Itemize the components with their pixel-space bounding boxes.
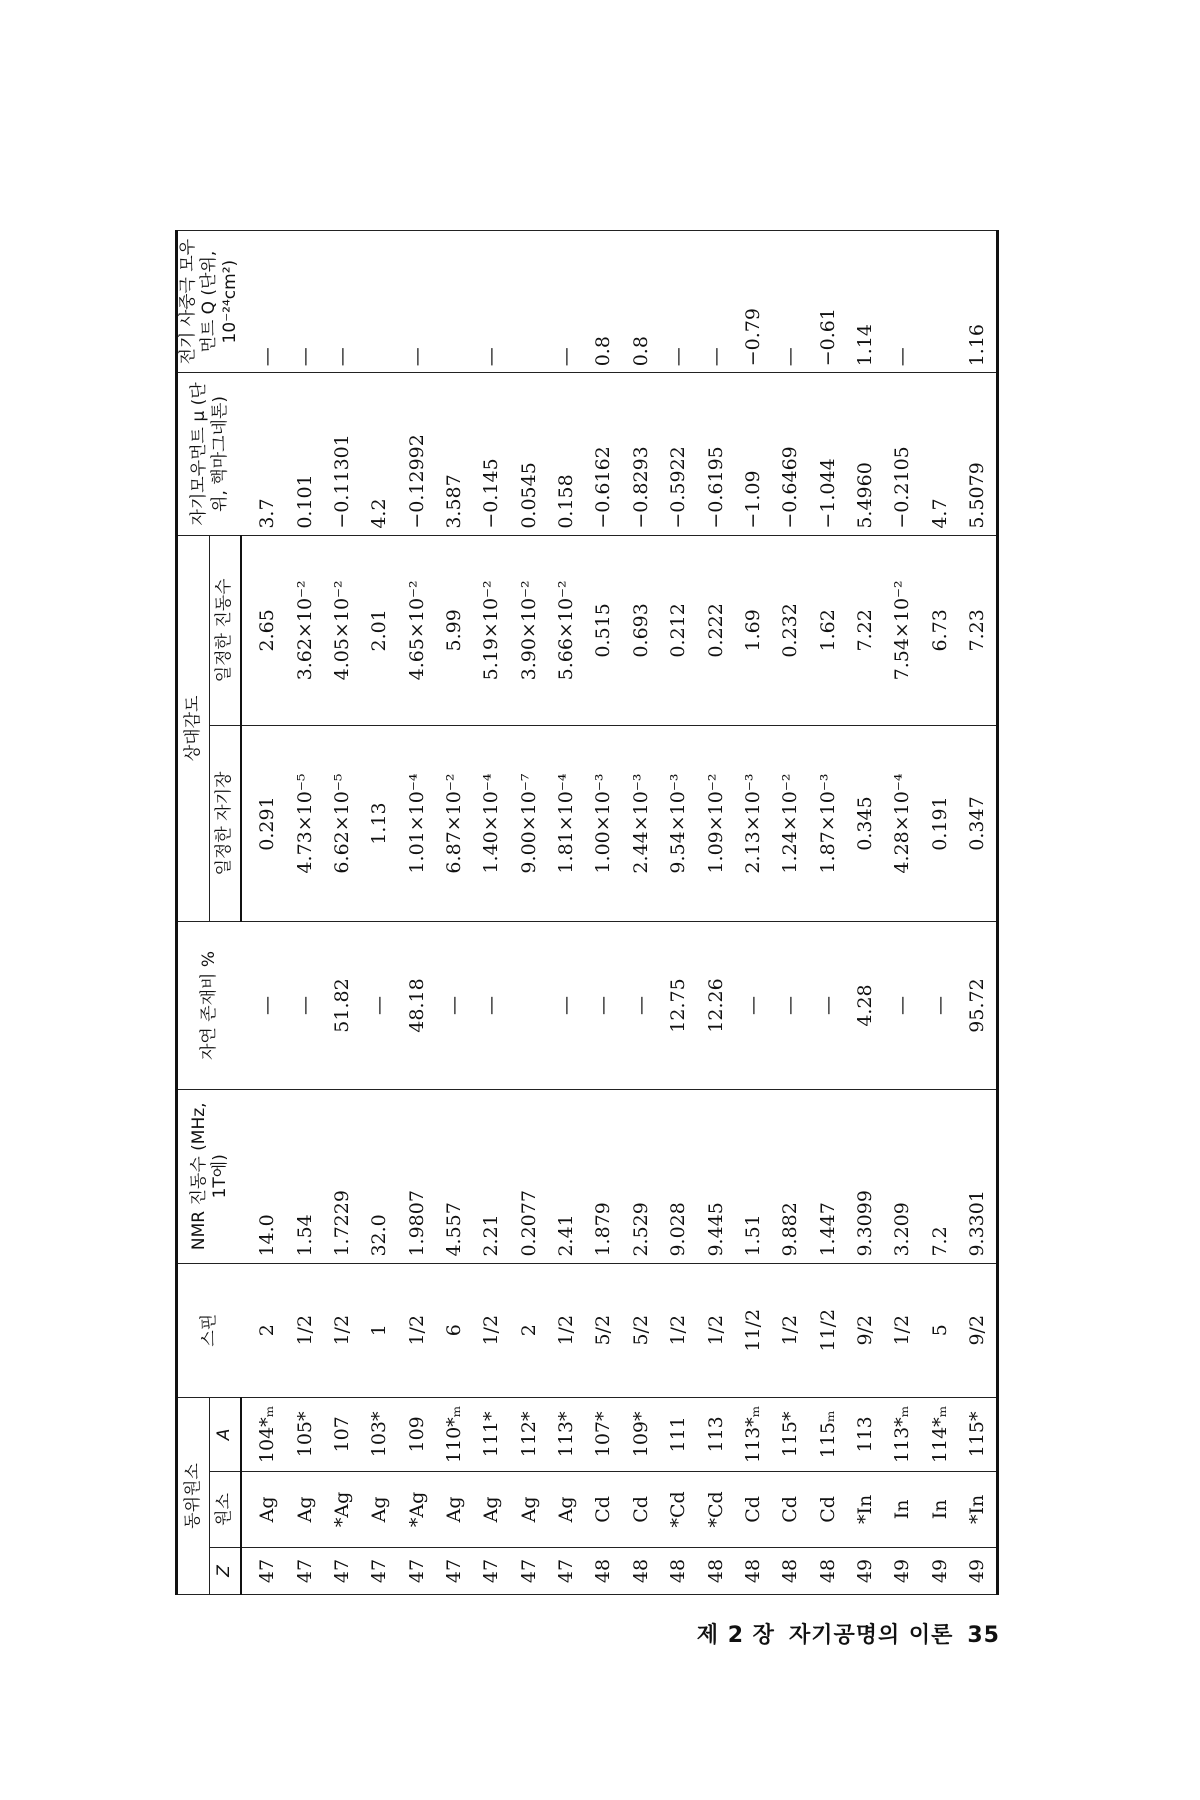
cell-element: *Cd	[659, 1471, 696, 1547]
cell-spin: 1	[361, 1263, 398, 1397]
cell-sens-freq: 3.62×10⁻²	[286, 535, 323, 725]
cell-spin: 11/2	[734, 1263, 771, 1397]
cell-element: Cd	[772, 1471, 809, 1547]
cell-magnetic-moment: −1.044	[809, 373, 846, 535]
cell-spin: 5/2	[622, 1263, 659, 1397]
cell-element: Ag	[473, 1471, 510, 1547]
cell-spin: 5	[921, 1263, 958, 1397]
cell-quadrupole: —	[884, 231, 921, 373]
page-footer	[680, 1618, 1000, 1649]
cell-abundance: —	[734, 922, 771, 1090]
cell-mass-number: 103*	[361, 1397, 398, 1471]
cell-mass-number: 113*	[547, 1397, 584, 1471]
cell-sens-freq: 2.65	[241, 535, 286, 725]
cell-nmr-frequency: 2.529	[622, 1089, 659, 1263]
header-element: 원소	[209, 1471, 241, 1547]
cell-element: Ag	[547, 1471, 584, 1547]
cell-magnetic-moment: −0.5922	[659, 373, 696, 535]
cell-abundance	[510, 922, 547, 1090]
cell-magnetic-moment: 0.158	[547, 373, 584, 535]
cell-spin: 1/2	[473, 1263, 510, 1397]
cell-abundance: 51.82	[323, 922, 360, 1090]
cell-sens-field: 0.291	[241, 726, 286, 922]
cell-sens-freq: 0.232	[772, 535, 809, 725]
cell-element: Ag	[286, 1471, 323, 1547]
cell-nmr-frequency: 1.7229	[323, 1089, 360, 1263]
cell-nmr-frequency: 4.557	[435, 1089, 472, 1263]
cell-spin: 5/2	[585, 1263, 622, 1397]
cell-z: 48	[585, 1547, 622, 1594]
cell-element: Ag	[361, 1471, 398, 1547]
table-body	[241, 231, 998, 1595]
table-row	[398, 231, 435, 1595]
cell-nmr-frequency: 1.9807	[398, 1089, 435, 1263]
cell-abundance: —	[547, 922, 584, 1090]
cell-spin: 2	[241, 1263, 286, 1397]
cell-spin: 1/2	[398, 1263, 435, 1397]
cell-sens-field: 1.00×10⁻³	[585, 726, 622, 922]
cell-quadrupole: —	[286, 231, 323, 373]
cell-nmr-frequency: 3.209	[884, 1089, 921, 1263]
cell-spin: 1/2	[323, 1263, 360, 1397]
cell-element: *In	[846, 1471, 883, 1547]
cell-element: *In	[958, 1471, 997, 1547]
cell-magnetic-moment: −0.2105	[884, 373, 921, 535]
cell-element: Cd	[809, 1471, 846, 1547]
cell-nmr-frequency: 1.879	[585, 1089, 622, 1263]
cell-sens-field: 2.13×10⁻³	[734, 726, 771, 922]
header-relative-sensitivity: 상대감도	[177, 535, 210, 921]
cell-abundance: 12.26	[697, 922, 734, 1090]
cell-spin: 6	[435, 1263, 472, 1397]
cell-sens-field: 1.13	[361, 726, 398, 922]
cell-abundance: —	[286, 922, 323, 1090]
cell-nmr-frequency: 14.0	[241, 1089, 286, 1263]
cell-abundance: —	[585, 922, 622, 1090]
cell-element: Ag	[510, 1471, 547, 1547]
cell-quadrupole: —	[473, 231, 510, 373]
cell-z: 47	[510, 1547, 547, 1594]
cell-spin: 1/2	[286, 1263, 323, 1397]
cell-mass-number: 113*ₘ	[884, 1397, 921, 1471]
table-row	[510, 231, 547, 1595]
cell-sens-freq: 0.212	[659, 535, 696, 725]
cell-nmr-frequency: 9.882	[772, 1089, 809, 1263]
cell-quadrupole	[510, 231, 547, 373]
cell-abundance: —	[772, 922, 809, 1090]
chapter-label: 제 2 장	[696, 1623, 775, 1648]
cell-abundance: —	[622, 922, 659, 1090]
cell-element: Cd	[585, 1471, 622, 1547]
cell-magnetic-moment: 0.101	[286, 373, 323, 535]
cell-nmr-frequency: 2.21	[473, 1089, 510, 1263]
header-sens-field: 일정한 자기장	[209, 726, 241, 922]
cell-sens-freq: 2.01	[361, 535, 398, 725]
cell-nmr-frequency: 0.2077	[510, 1089, 547, 1263]
cell-sens-freq: 0.693	[622, 535, 659, 725]
cell-quadrupole: 0.8	[622, 231, 659, 373]
cell-quadrupole: 0.8	[585, 231, 622, 373]
header-z: Z	[209, 1547, 241, 1594]
cell-sens-field: 9.54×10⁻³	[659, 726, 696, 922]
cell-z: 49	[846, 1547, 883, 1594]
header-a: A	[209, 1397, 241, 1471]
cell-magnetic-moment: −1.09	[734, 373, 771, 535]
table-row	[697, 231, 734, 1595]
cell-z: 48	[772, 1547, 809, 1594]
cell-magnetic-moment: 3.587	[435, 373, 472, 535]
isotope-nmr-table	[175, 230, 999, 1595]
cell-magnetic-moment: 4.7	[921, 373, 958, 535]
cell-element: In	[884, 1471, 921, 1547]
cell-magnetic-moment: 4.2	[361, 373, 398, 535]
cell-z: 48	[734, 1547, 771, 1594]
cell-sens-field: 1.87×10⁻³	[809, 726, 846, 922]
cell-mass-number: 113	[846, 1397, 883, 1471]
cell-spin: 2	[510, 1263, 547, 1397]
table-row	[286, 231, 323, 1595]
cell-quadrupole: −0.61	[809, 231, 846, 373]
cell-sens-freq: 5.99	[435, 535, 472, 725]
cell-abundance: —	[473, 922, 510, 1090]
cell-quadrupole: 1.14	[846, 231, 883, 373]
cell-abundance: —	[884, 922, 921, 1090]
cell-z: 49	[921, 1547, 958, 1594]
cell-sens-freq: 5.66×10⁻²	[547, 535, 584, 725]
cell-abundance: 48.18	[398, 922, 435, 1090]
cell-magnetic-moment: −0.11301	[323, 373, 360, 535]
cell-nmr-frequency: 1.447	[809, 1089, 846, 1263]
cell-spin: 1/2	[659, 1263, 696, 1397]
cell-magnetic-moment: −0.8293	[622, 373, 659, 535]
table-row	[772, 231, 809, 1595]
cell-element: Cd	[622, 1471, 659, 1547]
cell-mass-number: 111	[659, 1397, 696, 1471]
table-row	[809, 231, 846, 1595]
table-row	[846, 231, 883, 1595]
header-spin: 스핀	[177, 1263, 242, 1397]
cell-magnetic-moment: −0.145	[473, 373, 510, 535]
table-row	[622, 231, 659, 1595]
table-row	[958, 231, 997, 1595]
header-magnetic-moment: 자기모우먼트 μ (단위, 핵마그네톤)	[177, 373, 242, 535]
cell-z: 47	[547, 1547, 584, 1594]
cell-nmr-frequency: 9.3099	[846, 1089, 883, 1263]
cell-abundance: —	[921, 922, 958, 1090]
cell-magnetic-moment: 0.0545	[510, 373, 547, 535]
cell-quadrupole: —	[697, 231, 734, 373]
cell-z: 47	[361, 1547, 398, 1594]
cell-magnetic-moment: −0.12992	[398, 373, 435, 535]
cell-nmr-frequency: 9.3301	[958, 1089, 997, 1263]
cell-magnetic-moment: −0.6469	[772, 373, 809, 535]
cell-element: Ag	[241, 1471, 286, 1547]
cell-sens-freq: 3.90×10⁻²	[510, 535, 547, 725]
cell-sens-field: 6.62×10⁻⁵	[323, 726, 360, 922]
cell-mass-number: 109	[398, 1397, 435, 1471]
cell-sens-field: 1.81×10⁻⁴	[547, 726, 584, 922]
cell-z: 49	[884, 1547, 921, 1594]
cell-quadrupole: —	[323, 231, 360, 373]
cell-element: *Ag	[398, 1471, 435, 1547]
cell-mass-number: 107*	[585, 1397, 622, 1471]
header-isotope: 동위원소	[177, 1397, 210, 1594]
cell-z: 48	[622, 1547, 659, 1594]
cell-magnetic-moment: 5.4960	[846, 373, 883, 535]
cell-z: 49	[958, 1547, 997, 1594]
cell-sens-freq: 1.69	[734, 535, 771, 725]
cell-sens-freq: 7.54×10⁻²	[884, 535, 921, 725]
cell-nmr-frequency: 32.0	[361, 1089, 398, 1263]
cell-z: 47	[398, 1547, 435, 1594]
cell-sens-field: 1.24×10⁻²	[772, 726, 809, 922]
cell-sens-field: 0.347	[958, 726, 997, 922]
cell-mass-number: 115ₘ	[809, 1397, 846, 1471]
cell-sens-field: 1.09×10⁻²	[697, 726, 734, 922]
table-row	[547, 231, 584, 1595]
rotated-table-container	[175, 230, 989, 1595]
cell-abundance: 95.72	[958, 922, 997, 1090]
cell-sens-field: 1.01×10⁻⁴	[398, 726, 435, 922]
cell-spin: 1/2	[547, 1263, 584, 1397]
cell-nmr-frequency: 1.54	[286, 1089, 323, 1263]
cell-sens-field: 4.28×10⁻⁴	[884, 726, 921, 922]
cell-z: 47	[241, 1547, 286, 1594]
cell-mass-number: 112*	[510, 1397, 547, 1471]
cell-quadrupole: —	[772, 231, 809, 373]
cell-abundance: —	[361, 922, 398, 1090]
table-row	[659, 231, 696, 1595]
cell-mass-number: 113*ₘ	[734, 1397, 771, 1471]
cell-sens-freq: 6.73	[921, 535, 958, 725]
cell-magnetic-moment: 3.7	[241, 373, 286, 535]
cell-mass-number: 115*	[958, 1397, 997, 1471]
cell-quadrupole: −0.79	[734, 231, 771, 373]
cell-z: 47	[323, 1547, 360, 1594]
cell-abundance: 4.28	[846, 922, 883, 1090]
cell-quadrupole: —	[241, 231, 286, 373]
cell-mass-number: 115*	[772, 1397, 809, 1471]
cell-sens-freq: 7.22	[846, 535, 883, 725]
cell-nmr-frequency: 9.028	[659, 1089, 696, 1263]
cell-magnetic-moment: −0.6195	[697, 373, 734, 535]
cell-nmr-frequency: 9.445	[697, 1089, 734, 1263]
header-abundance: 자연 존재비 %	[177, 922, 242, 1090]
chapter-title: 자기공명의 이론	[788, 1623, 954, 1648]
table-row	[361, 231, 398, 1595]
cell-z: 48	[659, 1547, 696, 1594]
table-row	[241, 231, 286, 1595]
cell-sens-field: 6.87×10⁻²	[435, 726, 472, 922]
cell-nmr-frequency: 2.41	[547, 1089, 584, 1263]
cell-abundance: —	[435, 922, 472, 1090]
cell-sens-freq: 4.05×10⁻²	[323, 535, 360, 725]
cell-magnetic-moment: 5.5079	[958, 373, 997, 535]
cell-spin: 1/2	[884, 1263, 921, 1397]
cell-z: 48	[809, 1547, 846, 1594]
cell-quadrupole: 1.16	[958, 231, 997, 373]
cell-z: 47	[435, 1547, 472, 1594]
cell-sens-freq: 4.65×10⁻²	[398, 535, 435, 725]
cell-sens-freq: 1.62	[809, 535, 846, 725]
cell-mass-number: 105*	[286, 1397, 323, 1471]
header-nmr-frequency: NMR 진동수 (MHz, 1T에)	[177, 1089, 242, 1263]
cell-spin: 1/2	[772, 1263, 809, 1397]
cell-sens-field: 1.40×10⁻⁴	[473, 726, 510, 922]
page-number: 35	[967, 1623, 1000, 1648]
cell-mass-number: 111*	[473, 1397, 510, 1471]
cell-nmr-frequency: 7.2	[921, 1089, 958, 1263]
header-sens-freq: 일정한 진동수	[209, 535, 241, 725]
cell-sens-field: 2.44×10⁻³	[622, 726, 659, 922]
cell-sens-freq: 7.23	[958, 535, 997, 725]
cell-element: In	[921, 1471, 958, 1547]
cell-element: Ag	[435, 1471, 472, 1547]
cell-sens-freq: 0.222	[697, 535, 734, 725]
cell-quadrupole: —	[547, 231, 584, 373]
cell-element: Cd	[734, 1471, 771, 1547]
cell-quadrupole	[921, 231, 958, 373]
table-row	[884, 231, 921, 1595]
cell-z: 47	[286, 1547, 323, 1594]
cell-abundance: 12.75	[659, 922, 696, 1090]
table-row	[734, 231, 771, 1595]
cell-spin: 11/2	[809, 1263, 846, 1397]
cell-spin: 9/2	[958, 1263, 997, 1397]
cell-element: *Ag	[323, 1471, 360, 1547]
table-row	[921, 231, 958, 1595]
cell-mass-number: 107	[323, 1397, 360, 1471]
cell-sens-field: 0.345	[846, 726, 883, 922]
cell-z: 47	[473, 1547, 510, 1594]
cell-nmr-frequency: 1.51	[734, 1089, 771, 1263]
cell-sens-field: 4.73×10⁻⁵	[286, 726, 323, 922]
table-row	[585, 231, 622, 1595]
cell-mass-number: 104*ₘ	[241, 1397, 286, 1471]
cell-magnetic-moment: −0.6162	[585, 373, 622, 535]
cell-abundance: —	[809, 922, 846, 1090]
cell-z: 48	[697, 1547, 734, 1594]
cell-mass-number: 110*ₘ	[435, 1397, 472, 1471]
cell-spin: 9/2	[846, 1263, 883, 1397]
cell-sens-field: 9.00×10⁻⁷	[510, 726, 547, 922]
cell-quadrupole: —	[398, 231, 435, 373]
cell-sens-freq: 5.19×10⁻²	[473, 535, 510, 725]
cell-mass-number: 114*ₘ	[921, 1397, 958, 1471]
table-row	[435, 231, 472, 1595]
cell-element: *Cd	[697, 1471, 734, 1547]
cell-mass-number: 109*	[622, 1397, 659, 1471]
cell-abundance: —	[241, 922, 286, 1090]
cell-quadrupole	[361, 231, 398, 373]
cell-sens-field: 0.191	[921, 726, 958, 922]
cell-quadrupole	[435, 231, 472, 373]
header-quadrupole-moment: 전기 사중극 모우먼트 Q (단위, 10⁻²⁴cm²)	[177, 231, 242, 373]
table-row	[323, 231, 360, 1595]
cell-quadrupole: —	[659, 231, 696, 373]
cell-sens-freq: 0.515	[585, 535, 622, 725]
cell-spin: 1/2	[697, 1263, 734, 1397]
table-row	[473, 231, 510, 1595]
cell-mass-number: 113	[697, 1397, 734, 1471]
